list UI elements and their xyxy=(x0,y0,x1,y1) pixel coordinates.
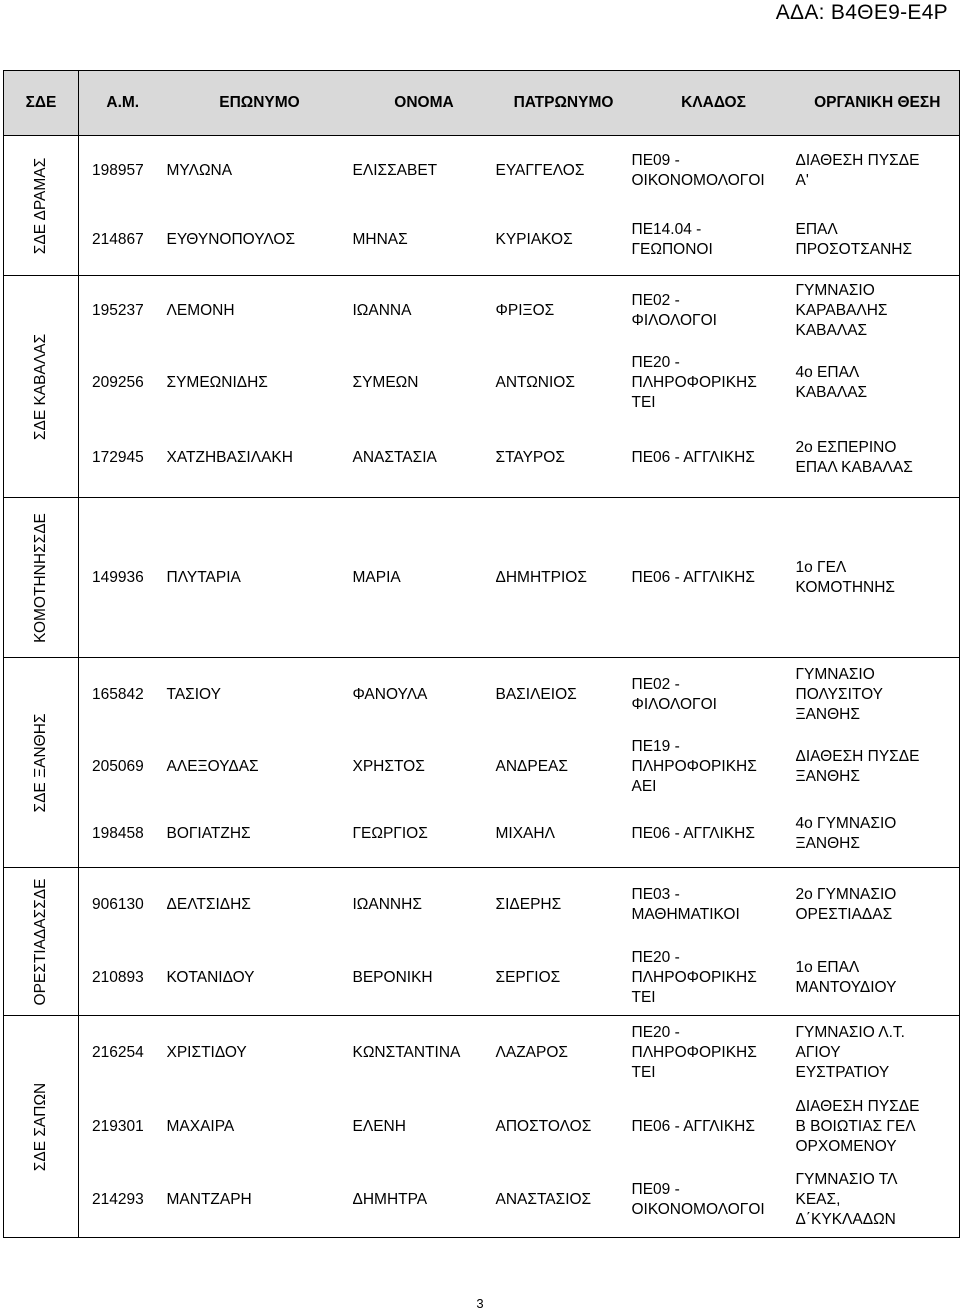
am-cell: 209256 xyxy=(92,373,144,391)
table-row xyxy=(4,498,960,658)
klados-cell: ΠΕ03 - ΜΑΘΗΜΑΤΙΚΟΙ xyxy=(631,885,740,923)
surname-cell: ΜΑΝΤΖΑΡΗ xyxy=(167,1164,353,1238)
father-cell: ΑΝΑΣΤΑΣΙΟΣ xyxy=(496,1164,632,1238)
surname-cell: ΠΛΥΤΑΡΙΑ xyxy=(167,498,353,658)
klados-cell: ΠΕ02 - ΦΙΛΟΛΟΓΟΙ xyxy=(631,675,717,713)
am-cell: 219301 xyxy=(92,1117,144,1135)
name-cell: ΕΛΙΣΣΑΒΕΤ xyxy=(352,161,438,179)
header-thesi: ΟΡΓΑΝΙΚΗ ΘΕΣΗ xyxy=(796,71,960,136)
klados-cell: ΠΕ06 - ΑΓΓΛΙΚΗΣ xyxy=(632,498,796,658)
name-cell: ΜΗΝΑΣ xyxy=(353,206,496,276)
surname-cell: ΜΥΛΩΝΑ xyxy=(166,161,233,179)
name-cell: ΙΩΑΝΝΑ xyxy=(352,301,412,319)
name-cell: ΕΛΕΝΗ xyxy=(352,1117,406,1135)
am-cell: 195237 xyxy=(92,301,144,319)
father-cell: ΑΠΟΣΤΟΛΟΣ xyxy=(495,1117,592,1135)
klados-cell: ΠΕ20 - ΠΛΗΡΟΦΟΡΙΚΗΣ ΤΕΙ xyxy=(632,942,796,1016)
group-label: ΟΡΕΣΤΙΑΔΑΣΣΔΕ xyxy=(32,878,49,1005)
surname-cell: ΤΑΣΙΟΥ xyxy=(166,685,221,703)
thesi-cell: ΔΙΑΘΕΣΗ ΠΥΣΔΕ Α' xyxy=(796,136,960,206)
table-row xyxy=(4,206,960,276)
name-cell: ΦΑΝΟΥΛΑ xyxy=(352,685,428,703)
am-cell: 216254 xyxy=(92,1043,144,1061)
father-cell: ΑΝΔΡΕΑΣ xyxy=(495,757,568,775)
thesi-cell: ΓΥΜΝΑΣΙΟ Λ.Τ. ΑΓΙΟΥ ΕΥΣΤΡΑΤΙΟΥ xyxy=(796,1016,960,1090)
surname-cell: ΜΑΧΑΙΡΑ xyxy=(166,1117,235,1135)
father-cell: ΔΗΜΗΤΡΙΟΣ xyxy=(496,498,632,658)
header-name: ΟΝΟΜΑ xyxy=(353,71,496,136)
group-label-cell xyxy=(4,1016,79,1238)
thesi-cell: 1ο ΕΠΑΛ ΜΑΝΤΟΥΔΙΟΥ xyxy=(796,942,960,1016)
name-cell: ΑΝΑΣΤΑΣΙΑ xyxy=(353,420,496,498)
klados-cell: ΠΕ09 - ΟΙΚΟΝΟΜΟΛΟΓΟΙ xyxy=(632,1164,796,1238)
thesi-cell: ΔΙΑΘΕΣΗ ΠΥΣΔΕ ΞΑΝΘΗΣ xyxy=(796,732,960,802)
surname-cell: ΣΥΜΕΩΝΙΔΗΣ xyxy=(166,373,268,391)
am-cell: 205069 xyxy=(92,757,144,775)
am-cell: 149936 xyxy=(79,498,167,658)
am-cell: 172945 xyxy=(79,420,167,498)
surname-cell: ΒΟΓΙΑΤΖΗΣ xyxy=(167,802,353,868)
thesi-cell: 4ο ΓΥΜΝΑΣΙΟ ΞΑΝΘΗΣ xyxy=(796,802,960,868)
klados-cell: ΠΕ20 - ΠΛΗΡΟΦΟΡΙΚΗΣ ΤΕΙ xyxy=(631,353,757,411)
am-cell: 214867 xyxy=(79,206,167,276)
thesi-cell: ΓΥΜΝΑΣΙΟ ΚΑΡΑΒΑΛΗΣ ΚΑΒΑΛΑΣ xyxy=(796,276,960,346)
group-label-cell xyxy=(4,136,79,276)
am-cell: 906130 xyxy=(92,895,144,913)
table-row xyxy=(4,1090,960,1164)
thesi-cell: ΓΥΜΝΑΣΙΟ ΤΛ ΚΕΑΣ, Δ΄ΚΥΚΛΑΔΩΝ xyxy=(796,1164,960,1238)
name-cell: ΧΡΗΣΤΟΣ xyxy=(352,757,425,775)
table-row xyxy=(4,732,960,802)
klados-cell: ΠΕ14.04 - ΓΕΩΠΟΝΟΙ xyxy=(632,206,796,276)
father-cell: ΦΡΙΞΟΣ xyxy=(495,301,555,319)
father-cell: ΚΥΡΙΑΚΟΣ xyxy=(496,206,632,276)
table-row xyxy=(4,1016,960,1090)
thesi-cell: 4ο ΕΠΑΛ ΚΑΒΑΛΑΣ xyxy=(796,346,960,420)
table-row xyxy=(4,802,960,868)
table-row xyxy=(4,658,960,732)
surname-cell: ΕΥΘΥΝΟΠΟΥΛΟΣ xyxy=(167,206,353,276)
header-am: Α.Μ. xyxy=(79,71,167,136)
name-cell: ΚΩΝΣΤΑΝΤΙΝΑ xyxy=(352,1043,461,1061)
surname-cell: ΔΕΛΤΣΙΔΗΣ xyxy=(166,895,251,913)
group-label: ΣΔΕ ΚΑΒΑΛΑΣ xyxy=(32,333,49,440)
table-row xyxy=(4,346,960,420)
table-row xyxy=(4,942,960,1016)
father-cell: ΛΑΖΑΡΟΣ xyxy=(495,1043,568,1061)
thesi-cell: 2ο ΕΣΠΕΡΙΝΟ ΕΠΑΛ ΚΑΒΑΛΑΣ xyxy=(796,420,960,498)
am-cell: 214293 xyxy=(79,1164,167,1238)
thesi-cell: ΕΠΑΛ ΠΡΟΣΟΤΣΑΝΗΣ xyxy=(796,206,960,276)
group-label: ΣΔΕ ΔΡΑΜΑΣ xyxy=(32,157,49,254)
surname-cell: ΧΑΤΖΗΒΑΣΙΛΑΚΗ xyxy=(167,420,353,498)
klados-cell: ΠΕ09 - ΟΙΚΟΝΟΜΟΛΟΓΟΙ xyxy=(631,151,765,189)
staff-table xyxy=(3,70,960,1238)
group-label-cell xyxy=(4,276,79,498)
am-cell: 198957 xyxy=(92,161,144,179)
klados-cell: ΠΕ06 - ΑΓΓΛΙΚΗΣ xyxy=(631,1117,755,1135)
father-cell: ΒΑΣΙΛΕΙΟΣ xyxy=(495,685,577,703)
thesi-cell: ΓΥΜΝΑΣΙΟ ΠΟΛΥΣΙΤΟΥ ΞΑΝΘΗΣ xyxy=(796,658,960,732)
father-cell: ΑΝΤΩΝΙΟΣ xyxy=(495,373,575,391)
table-row xyxy=(4,420,960,498)
am-cell: 198458 xyxy=(79,802,167,868)
table-header-row xyxy=(4,71,960,136)
klados-cell: ΠΕ06 - ΑΓΓΛΙΚΗΣ xyxy=(632,802,796,868)
header-surname: ΕΠΩΝΥΜΟ xyxy=(167,71,353,136)
group-label-cell xyxy=(4,868,79,1016)
surname-cell: ΛΕΜΟΝΗ xyxy=(166,301,235,319)
surname-cell: ΚΟΤΑΝΙΔΟΥ xyxy=(167,942,353,1016)
am-cell: 165842 xyxy=(92,685,144,703)
table-row xyxy=(4,1164,960,1238)
surname-cell: ΧΡΙΣΤΙΔΟΥ xyxy=(166,1043,247,1061)
table-row xyxy=(4,868,960,942)
group-label: ΣΔΕ ΣΑΠΩΝ xyxy=(32,1082,49,1171)
klados-cell: ΠΕ19 - ΠΛΗΡΟΦΟΡΙΚΗΣ ΑΕΙ xyxy=(631,737,757,795)
header-klados: ΚΛΑΔΟΣ xyxy=(632,71,796,136)
name-cell: ΜΑΡΙΑ xyxy=(353,498,496,658)
father-cell: ΣΙΔΕΡΗΣ xyxy=(495,895,562,913)
table-row xyxy=(4,136,960,206)
surname-cell: ΑΛΕΞΟΥΔΑΣ xyxy=(166,757,259,775)
group-label: ΚΟΜΟΤΗΝΗΣΣΔΕ xyxy=(32,512,49,643)
group-label-cell xyxy=(4,498,79,658)
name-cell: ΔΗΜΗΤΡΑ xyxy=(353,1164,496,1238)
ada-code: ΑΔΑ: Β4ΘΕ9-Ε4Ρ xyxy=(775,1,948,24)
page-number: 3 xyxy=(476,1296,484,1311)
header-father: ΠΑΤΡΩΝΥΜΟ xyxy=(496,71,632,136)
group-label-cell xyxy=(4,658,79,868)
klados-cell: ΠΕ02 - ΦΙΛΟΛΟΓΟΙ xyxy=(631,291,717,329)
name-cell: ΙΩΑΝΝΗΣ xyxy=(352,895,422,913)
thesi-cell: 1ο ΓΕΛ ΚΟΜΟΤΗΝΗΣ xyxy=(796,498,960,658)
name-cell: ΣΥΜΕΩΝ xyxy=(352,373,419,391)
klados-cell: ΠΕ20 - ΠΛΗΡΟΦΟΡΙΚΗΣ ΤΕΙ xyxy=(631,1023,757,1081)
group-label: ΣΔΕ ΞΑΝΘΗΣ xyxy=(32,712,49,813)
father-cell: ΣΤΑΥΡΟΣ xyxy=(496,420,632,498)
table-row xyxy=(4,276,960,346)
name-cell: ΓΕΩΡΓΙΟΣ xyxy=(353,802,496,868)
klados-cell: ΠΕ06 - ΑΓΓΛΙΚΗΣ xyxy=(632,420,796,498)
name-cell: ΒΕΡΟΝΙΚΗ xyxy=(353,942,496,1016)
father-cell: ΜΙΧΑΗΛ xyxy=(496,802,632,868)
thesi-cell: ΔΙΑΘΕΣΗ ΠΥΣΔΕ Β ΒΟΙΩΤΙΑΣ ΓΕΛ ΟΡΧΟΜΕΝΟΥ xyxy=(796,1090,960,1164)
father-cell: ΣΕΡΓΙΟΣ xyxy=(496,942,632,1016)
father-cell: ΕΥΑΓΓΕΛΟΣ xyxy=(495,161,585,179)
thesi-cell: 2ο ΓΥΜΝΑΣΙΟ ΟΡΕΣΤΙΑΔΑΣ xyxy=(796,868,960,942)
am-cell: 210893 xyxy=(79,942,167,1016)
header-sde: ΣΔΕ xyxy=(4,71,79,136)
